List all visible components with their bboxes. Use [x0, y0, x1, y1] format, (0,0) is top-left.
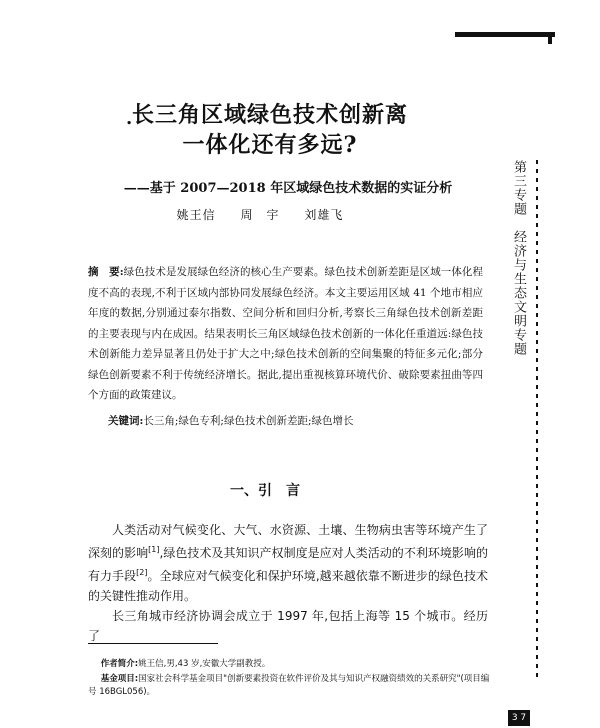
body-text — [88, 520, 488, 646]
footnote-divider — [88, 643, 218, 644]
footnote-author — [88, 658, 493, 671]
header-rule-tick — [548, 32, 552, 44]
article-subtitle: ——基于 2007—2018 年区域绿色技术数据的实证分析 — [123, 181, 453, 196]
author-1: 姚王信 — [176, 208, 216, 222]
footnote-fund — [88, 673, 493, 699]
abstract — [88, 262, 483, 406]
citation-1: [1] — [148, 545, 160, 554]
citation-2: [2] — [136, 568, 148, 577]
title-line-2: 一体化还有多远? — [182, 132, 358, 158]
article-title — [60, 100, 480, 160]
footnote-fund-text: 国家社会科学基金项目"创新要素投资在软件评价及其与知识产权融资绩效的关系研究"(项目编号 16BGL056)。 — [88, 674, 490, 697]
keywords-label: 关键词: — [108, 415, 144, 427]
keywords-text: 长三角;绿色专利;绿色技术创新差距;绿色增长 — [143, 415, 354, 427]
title-line-1: 长三角区域绿色技术创新离 — [131, 102, 408, 128]
footnote-author-text: 姚王信,男,43 岁,安徽大学副教授。 — [138, 659, 271, 669]
author-list — [60, 206, 460, 223]
footnote-author-label: 作者简介: — [100, 659, 139, 669]
side-section-label — [511, 160, 528, 356]
side-rule — [536, 160, 538, 680]
footnote-fund-label: 基金项目: — [100, 674, 139, 684]
side-label-part1: 第三专题 — [511, 160, 526, 216]
side-label-part2: 经济与生态文明专题 — [511, 230, 526, 356]
page-number: 3 7 — [508, 710, 530, 726]
section-heading: 一、引 言 — [230, 483, 300, 499]
title-bullet: . — [126, 108, 133, 129]
keywords — [108, 411, 488, 431]
footnotes — [88, 658, 493, 701]
paragraph-2: 长三角城市经济协调会成立于 1997 年,包括上海等 15 个城市。经历了 — [88, 609, 488, 643]
paragraph-1-text-a: 人类活动对气候变化、大气、水资源、土壤、生物病虫害等环境产生了深刻的影响 — [88, 523, 488, 560]
abstract-text: 绿色技术是发展绿色经济的核心生产要素。绿色技术创新差距是区域一体化程度不高的表现,不利于区域内部协同发展绿色经济。本文主要运用区域 41 个地市相应年度的数据,分别通过泰尔指数、空间分析和回归分析,考察长三角绿色技术创新差距的主要表现与内在成因。结果表明长三角区域绿色技术创新的一体化任重道远:绿色技术创新能力差异显著且仍处于扩大之中;绿色技术创新的空间集聚的特征多元化;部分绿色创新要素不利于传统经济增长。据此,提出重视核算环境代价、破除要素扭曲等四个方面的政策建议。 — [88, 266, 483, 401]
author-2: 周 宇 — [240, 208, 280, 222]
header-rule — [455, 32, 555, 37]
paragraph-1 — [88, 520, 488, 606]
abstract-label: 摘 要: — [88, 266, 124, 278]
paragraph-1-text-c: 。全球应对气候变化和保护环境,越来越依靠不断进步的绿色技术的关键性推动作用。 — [88, 569, 488, 603]
paragraph-1-text-b: ,绿色技术及其知识产权制度是应对人类活动的不利环境影响的有力手段 — [88, 546, 488, 583]
author-3: 刘雄飞 — [304, 208, 344, 222]
